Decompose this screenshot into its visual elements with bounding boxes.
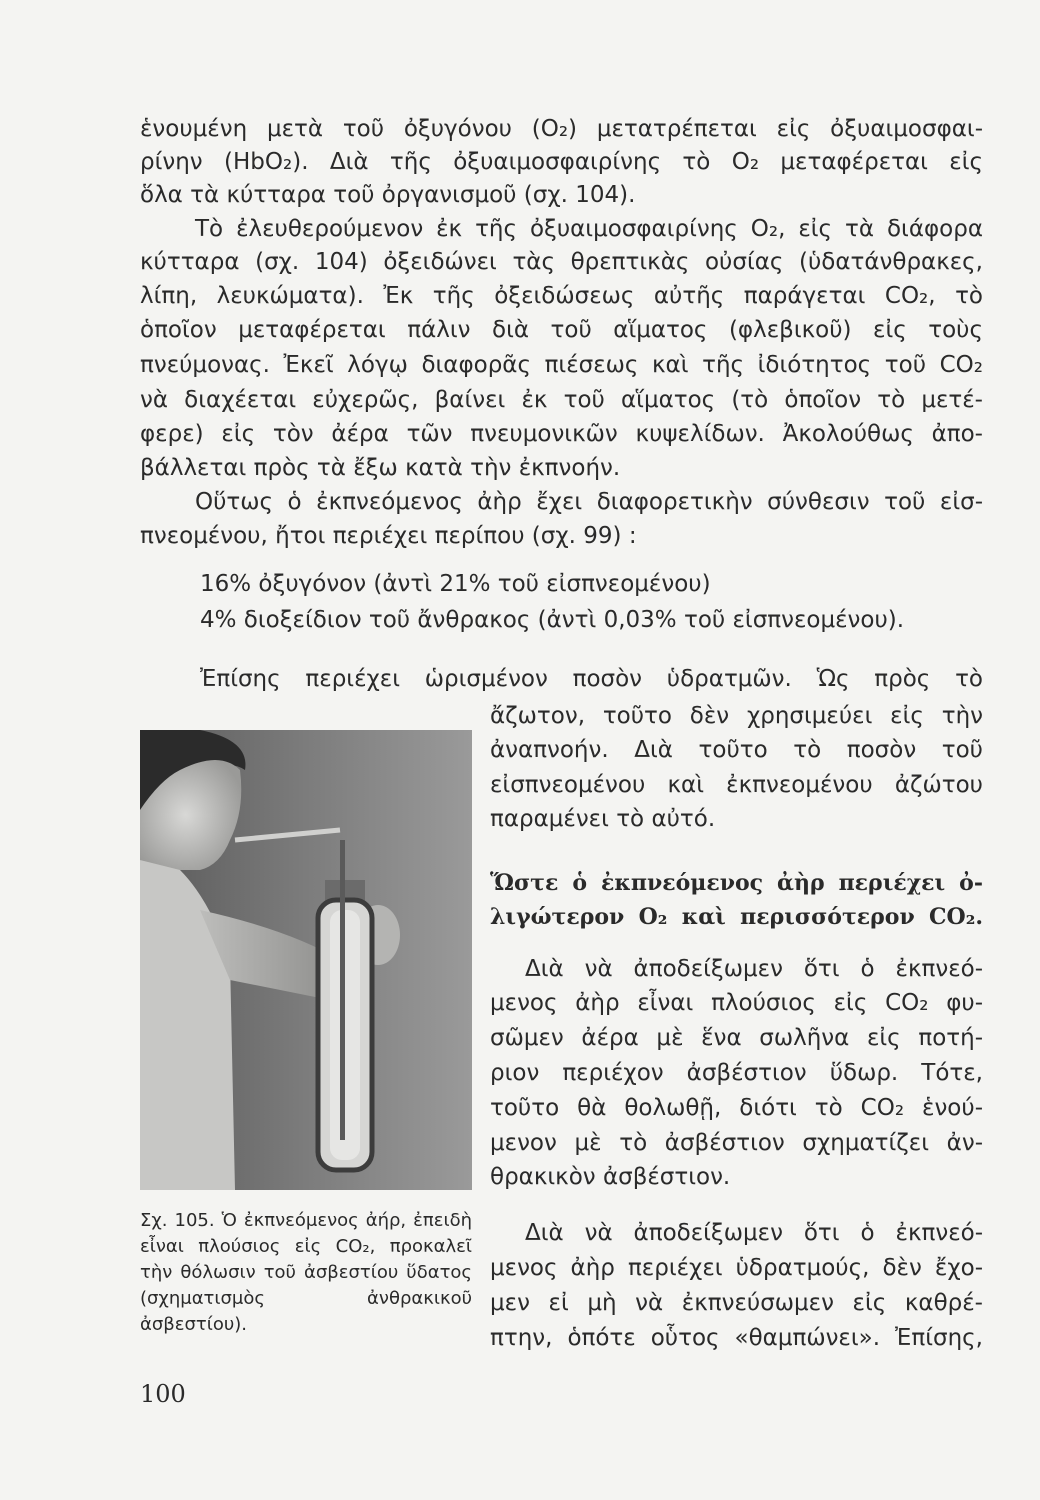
text-line: παραμένει τὸ αὐτό. <box>490 806 716 832</box>
figure-caption: Σχ. 105. Ὁ ἐκπνεόμενος ἀήρ, ἐπειδὴ εἶναι πλούσιος εἰς CO₂, προκαλεῖ τὴν θόλωσιν τοῦ ἀσβεστίου ὕδατος (σχηματισμὸς ἀνθρακικοῦ ἀσβεστίου). <box>140 1210 472 1335</box>
text-line: εἰσπνεομένου καὶ ἐκπνεομένου ἀζώτου <box>490 772 983 798</box>
text-line: πτην, ὁπότε οὗτος «θαμπώνει». Ἐπίσης, <box>490 1325 983 1351</box>
text-line: πνεομένου, ἤτοι περιέχει περίπου (σχ. 99) : <box>140 523 637 549</box>
text-line: ὁποῖον μεταφέρεται πάλιν διὰ τοῦ αἵματος (φλεβικοῦ) εἰς τοὺς <box>140 317 983 343</box>
page-number: 100 <box>140 1380 186 1408</box>
text-line: ἀναπνοήν. Διὰ τοῦτο τὸ ποσὸν τοῦ <box>490 737 983 763</box>
text-line: μεν εἰ μὴ νὰ ἐκπνεύσωμεν εἰς καθρέ- <box>490 1290 983 1316</box>
text-line: νὰ διαχέεται εὐχερῶς, βαίνει ἐκ τοῦ αἵματος (τὸ ὁποῖον τὸ μετέ- <box>140 387 983 413</box>
composition-line: 4% διοξείδιον τοῦ ἄνθρακος (ἀντὶ 0,03% τοῦ εἰσπνεομένου). <box>200 607 905 633</box>
text-line: λίπη, λευκώματα). Ἐκ τῆς ὀξειδώσεως αὐτῆς παράγεται CO₂, τὸ <box>140 283 983 309</box>
bold-conclusion-line: Ὥστε ὁ ἐκπνεόμενος ἀὴρ περιέχει ὀ- <box>490 870 983 896</box>
composition-line: 16% ὀξυγόνον (ἀντὶ 21% τοῦ εἰσπνεομένου) <box>200 571 711 597</box>
text-line: ἄζωτον, τοῦτο δὲν χρησιμεύει εἰς τὴν <box>490 703 983 729</box>
text-line: Διὰ νὰ ἀποδείξωμεν ὅτι ὁ ἐκπνεό- <box>525 956 983 982</box>
text-line: ἑνουμένη μετὰ τοῦ ὀξυγόνου (O₂) μετατρέπεται εἰς ὀξυαιμοσφαι- <box>140 116 983 142</box>
text-line: μενος ἀὴρ περιέχει ὑδρατμούς, δὲν ἔχο- <box>490 1255 983 1281</box>
text-line: Ἐπίσης περιέχει ὡρισμένον ποσὸν ὑδρατμῶν. Ὡς πρὸς τὸ <box>200 666 983 692</box>
text-line: μενος ἀὴρ εἶναι πλούσιος εἰς CO₂ φυ- <box>490 990 983 1016</box>
text-line: βάλλεται πρὸς τὰ ἔξω κατὰ τὴν ἐκπνοήν. <box>140 455 621 481</box>
text-line: Διὰ νὰ ἀποδείξωμεν ὅτι ὁ ἐκπνεό- <box>525 1220 983 1246</box>
text-line: κύτταρα (σχ. 104) ὀξειδώνει τὰς θρεπτικὰς οὐσίας (ὑδατάνθρακες, <box>140 249 983 275</box>
text-line: πνεύμονας. Ἐκεῖ λόγῳ διαφορᾶς πιέσεως καὶ τῆς ἰδιότητος τοῦ CO₂ <box>140 352 983 378</box>
boy-blowing-tube-photo <box>140 730 472 1190</box>
text-line: φερε) εἰς τὸν ἀέρα τῶν πνευμονικῶν κυψελίδων. Ἀκολούθως ἀπο- <box>140 421 983 447</box>
text-line: ριον περιέχον ἀσβέστιον ὕδωρ. Τότε, <box>490 1060 983 1086</box>
text-line: θρακικὸν ἀσβέστιον. <box>490 1164 731 1190</box>
bold-conclusion-line: λιγώτερον O₂ καὶ περισσότερον CO₂. <box>490 904 983 930</box>
text-line: τοῦτο θὰ θολωθῇ, διότι τὸ CO₂ ἑνού- <box>490 1095 983 1121</box>
text-line: ρίνην (HbO₂). Διὰ τῆς ὀξυαιμοσφαιρίνης τὸ O₂ μεταφέρεται εἰς <box>140 149 983 175</box>
text-line: Τὸ ἐλευθερούμενον ἐκ τῆς ὀξυαιμοσφαιρίνης O₂, εἰς τὰ διάφορα <box>195 216 983 242</box>
text-line: μενον μὲ τὸ ἀσβέστιον σχηματίζει ἀν- <box>490 1130 983 1156</box>
figure-photo <box>140 730 472 1190</box>
text-line: σῶμεν ἀέρα μὲ ἕνα σωλῆνα εἰς ποτή- <box>490 1025 983 1051</box>
text-line: ὅλα τὰ κύτταρα τοῦ ὀργανισμοῦ (σχ. 104). <box>140 182 636 208</box>
text-line: Οὕτως ὁ ἐκπνεόμενος ἀὴρ ἔχει διαφορετικὴν σύνθεσιν τοῦ εἰσ- <box>195 489 983 515</box>
